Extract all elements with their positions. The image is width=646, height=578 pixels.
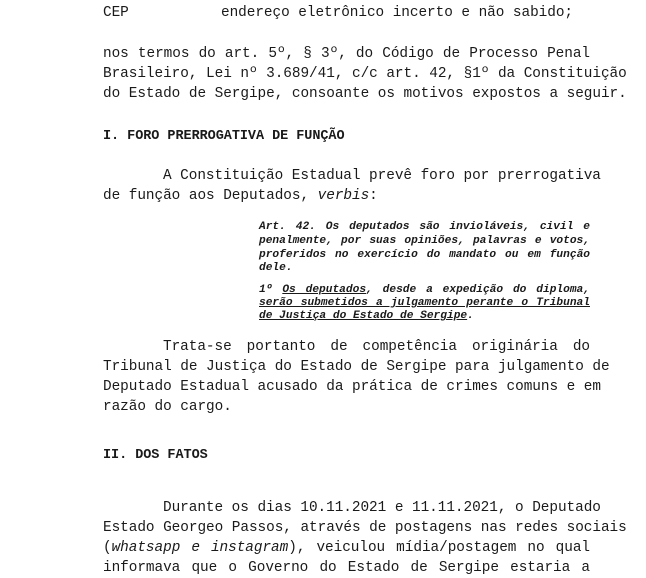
quote-p2-period: . (467, 310, 474, 322)
paren-open: ( (103, 540, 112, 556)
quote-p2-line-3-text: de Justiça do Estado de Sergipe (259, 310, 468, 322)
intro-line-1: nos termos do art. 5º, § 3º, do Código de Processo Penal (103, 46, 590, 62)
quote-p2-line-3 (259, 310, 590, 324)
section-2-para-line-2: Estado Georgeo Passos, através de postagens nas redes sociais (103, 520, 627, 536)
para2-line-2: Tribunal de Justiça do Estado de Sergipe para julgamento de (103, 359, 610, 375)
para2-line-4: razão do cargo. (103, 399, 232, 415)
quote-p2-underlined: Os deputados (282, 284, 367, 296)
quote-p2-line-1 (259, 284, 590, 298)
quote-line-2: penalmente, por suas opiniões, palavras e votos, (259, 235, 590, 247)
quote-p2-rest: , desde a expedição do diploma, (366, 284, 590, 296)
verbis-text: verbis (317, 188, 370, 204)
para-line-2-prefix: de função aos Deputados, (103, 188, 318, 204)
quote-line-4: dele. (259, 262, 293, 274)
section-2-heading: II. DOS FATOS (103, 448, 208, 463)
intro-line-3: do Estado de Sergipe, consoante os motivos expostos a seguir. (103, 86, 627, 102)
para2-line-1: Trata-se portanto de competência originária do (163, 339, 590, 355)
section-1-para-line-1: A Constituição Estadual prevê foro por prerrogativa (163, 168, 601, 184)
header-line (103, 3, 590, 23)
social-networks-text: whatsapp e instagram (111, 540, 289, 556)
para-line-2-colon: : (369, 188, 378, 204)
section-1-heading: I. FORO PRERROGATIVA DE FUNÇÃO (103, 129, 345, 144)
intro-line-2: Brasileiro, Lei nº 3.689/41, c/c art. 42, §1º da Constituição (103, 66, 627, 82)
quote-p2-line-2-text: serão submetidos a julgamento perante o Tribunal (259, 297, 590, 309)
address-text: endereço eletrônico incerto e não sabido; (221, 5, 574, 21)
section-2-para-line-4: informava que o Governo do Estado de Sergipe estaria a (103, 560, 590, 576)
quote-p2-line-2 (259, 297, 590, 311)
section-2-para-line-3 (103, 538, 590, 558)
quote-line-1: Art. 42. Os deputados são invioláveis, civil e (259, 221, 590, 233)
cep-label: CEP (103, 5, 129, 21)
para2-line-3: Deputado Estadual acusado da prática de crimes comuns e em (103, 379, 601, 395)
section-1-para-line-2 (103, 186, 590, 206)
quote-line-3: proferidos no exercício do mandato ou em função (259, 249, 590, 261)
section-2-para-line-1: Durante os dias 10.11.2021 e 11.11.2021, o Deputado (163, 500, 601, 516)
para-line-3-rest: ), veiculou mídia/postagem no qual (288, 540, 590, 556)
quote-p2-prefix: 1º (259, 284, 283, 296)
